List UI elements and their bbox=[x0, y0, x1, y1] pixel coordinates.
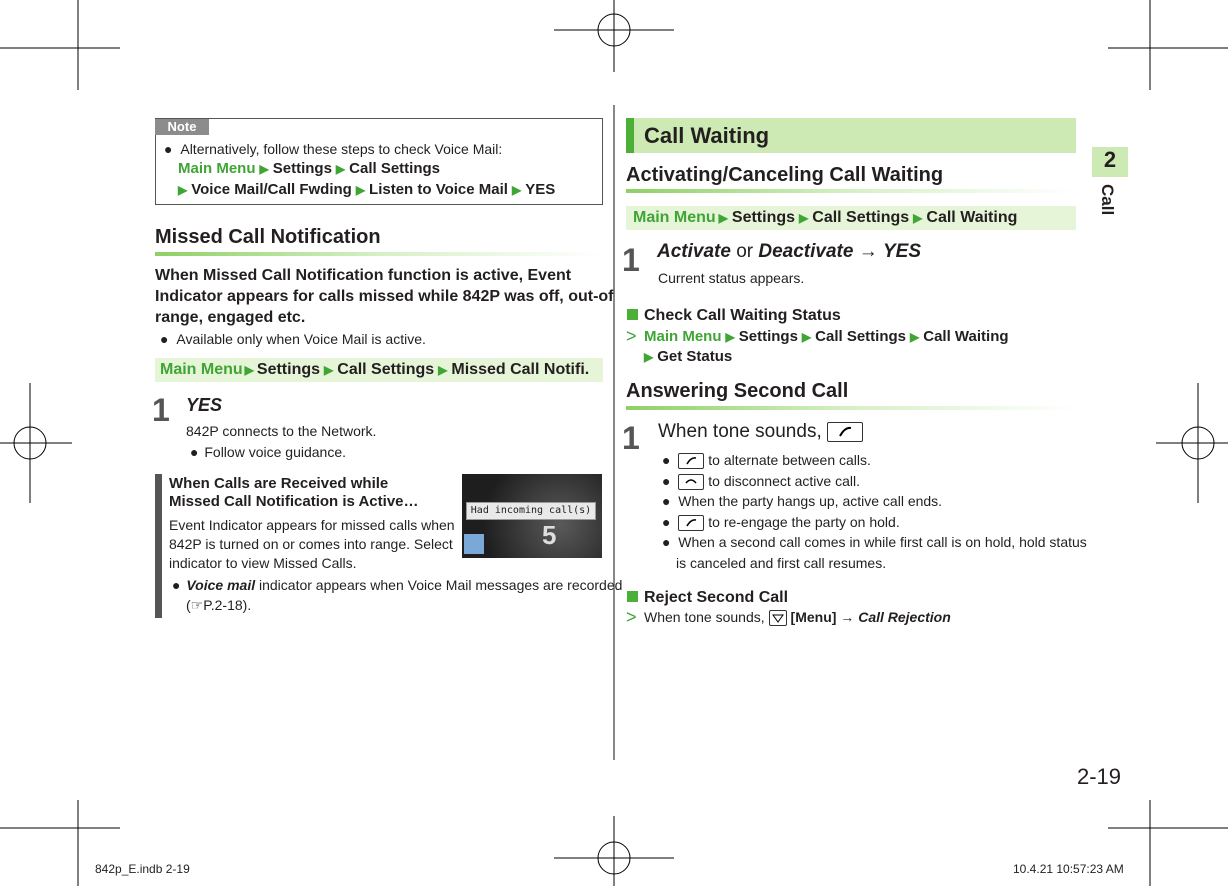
info-title-line: Missed Call Notification is Active… bbox=[169, 493, 419, 510]
gt-icon: > bbox=[626, 607, 637, 627]
missed-bullet: ● Available only when Voice Mail is active. bbox=[160, 331, 426, 347]
reject-menu: [Menu] bbox=[790, 609, 837, 625]
heading-rule bbox=[626, 189, 1076, 193]
missed-title: Missed Call Notification bbox=[155, 226, 381, 248]
bullet-text: to disconnect active call. bbox=[708, 472, 860, 489]
bullet-text: to re-engage the party on hold. bbox=[708, 513, 900, 530]
info-bullet-em: Voice mail bbox=[186, 577, 256, 593]
bullet-item: ● to re-engage the party on hold. bbox=[662, 513, 900, 530]
info-box-text bbox=[169, 516, 455, 573]
bullet-item: ● When the party hangs up, active call ends. bbox=[662, 493, 943, 509]
info-text-line: indicator to view Missed Calls. bbox=[169, 555, 357, 571]
bullet-text: to alternate between calls. bbox=[708, 452, 871, 468]
menu-crumb: Settings bbox=[272, 160, 332, 177]
check-path-2: ▶ Get Status bbox=[644, 348, 733, 365]
event-indicator-icon bbox=[464, 534, 484, 554]
info-ref: (☞P.2-18). bbox=[186, 597, 252, 613]
end-key-icon bbox=[678, 474, 704, 490]
menu-crumb: Call Waiting bbox=[923, 328, 1009, 345]
missed-intro bbox=[155, 265, 614, 328]
check-title-text: Check Call Waiting Status bbox=[644, 307, 841, 324]
menu-crumb: Call Settings bbox=[815, 328, 907, 345]
info-bullet-text: indicator appears when Voice Mail messages are recorded bbox=[255, 577, 623, 593]
menu-crumb: Listen to Voice Mail bbox=[369, 181, 508, 198]
menu-crumb: Call Settings bbox=[337, 361, 435, 378]
step-bullet: ● Follow voice guidance. bbox=[190, 444, 346, 460]
answering-title: Answering Second Call bbox=[626, 380, 849, 402]
reject-arrow: → bbox=[836, 609, 859, 625]
menu-crumb: Settings bbox=[256, 361, 321, 378]
menu-crumb: Main Menu bbox=[160, 361, 243, 378]
chapter-number: 2 bbox=[1103, 147, 1117, 172]
call-key-icon bbox=[827, 422, 863, 442]
bullet-item: ● to alternate between calls. bbox=[662, 452, 871, 468]
note-bullet: ● Alternatively, follow these steps to check Voice Mail: bbox=[164, 141, 503, 157]
menu-key-icon bbox=[769, 610, 787, 626]
menu-crumb: Voice Mail/Call Fwding bbox=[191, 181, 352, 198]
answering-step bbox=[658, 421, 867, 443]
gt-icon: > bbox=[626, 326, 637, 346]
footer-right: 10.4.21 10:57:23 AM bbox=[1013, 862, 1124, 876]
info-text-line: Event Indicator appears for missed calls when bbox=[169, 517, 455, 533]
call-key-icon bbox=[678, 453, 704, 469]
step-text: When tone sounds, bbox=[658, 421, 822, 442]
section-title: Call Waiting bbox=[644, 123, 770, 148]
bullet-continuation: is canceled and first call resumes. bbox=[676, 554, 887, 571]
waiting-title: Activating/Canceling Call Waiting bbox=[626, 164, 944, 186]
page-number: 2-19 bbox=[1077, 764, 1122, 789]
step-option: Activate bbox=[657, 241, 731, 262]
menu-crumb: Main Menu bbox=[633, 209, 716, 226]
bullet-text: When a second call comes in while first call is on hold, hold status bbox=[678, 534, 1087, 550]
footer-left: 842p_E.indb 2-19 bbox=[95, 862, 190, 876]
info-box-title bbox=[169, 475, 419, 511]
reject-title-text: Reject Second Call bbox=[644, 589, 789, 606]
reject-path bbox=[644, 609, 951, 626]
reject-title bbox=[627, 589, 788, 607]
square-icon bbox=[627, 591, 638, 602]
info-text-line: 842P is turned on or comes into range. Select bbox=[169, 536, 453, 552]
intro-line: When Missed Call Notification function is active, Event bbox=[155, 267, 572, 284]
check-title bbox=[627, 307, 841, 325]
call-key-icon bbox=[678, 515, 704, 531]
note-path-1: Main Menu ▶ Settings ▶ Call Settings bbox=[178, 160, 441, 177]
menu-crumb: YES bbox=[525, 181, 556, 198]
step-desc: 842P connects to the Network. bbox=[186, 423, 377, 439]
screen-text: Had incoming call(s) bbox=[466, 502, 596, 520]
step-or: or bbox=[730, 241, 759, 262]
menu-crumb: Settings bbox=[738, 328, 798, 345]
square-icon bbox=[627, 309, 638, 320]
waiting-menu-path: Main Menu ▶ Settings ▶ Call Settings ▶ Call Waiting bbox=[626, 206, 1076, 230]
step-number: 1 bbox=[152, 392, 170, 428]
reject-prefix: When tone sounds, bbox=[644, 609, 765, 625]
heading-rule bbox=[155, 252, 603, 256]
menu-crumb: Missed Call Notifi. bbox=[451, 361, 590, 378]
bullet-text: When the party hangs up, active call ends. bbox=[678, 493, 943, 509]
menu-crumb: Call Settings bbox=[812, 209, 910, 226]
bullet-text: Follow voice guidance. bbox=[204, 444, 346, 460]
step-arrow: → bbox=[853, 241, 883, 262]
step-label: YES bbox=[186, 395, 223, 415]
intro-line: Indicator appears for calls missed while 842P was off, out-of bbox=[155, 288, 614, 305]
intro-line: range, engaged etc. bbox=[155, 309, 306, 326]
phone-screen-image bbox=[462, 474, 602, 558]
info-title-line: When Calls are Received while bbox=[169, 475, 389, 492]
chapter-label: Call bbox=[1098, 184, 1117, 216]
step-option: YES bbox=[883, 241, 922, 262]
menu-crumb: Get Status bbox=[657, 348, 733, 365]
step-number: 1 bbox=[622, 242, 640, 278]
section-header bbox=[626, 118, 1076, 153]
bullet-text: Available only when Voice Mail is active. bbox=[176, 331, 426, 347]
note-tab: Note bbox=[155, 119, 209, 135]
screen-digit-icon: 5 bbox=[542, 520, 557, 550]
menu-crumb: Call Settings bbox=[349, 160, 441, 177]
answering-bullets bbox=[662, 450, 1087, 573]
waiting-step bbox=[657, 241, 921, 263]
info-box-bar bbox=[155, 474, 162, 618]
menu-crumb: Main Menu bbox=[178, 160, 256, 177]
bullet-item: ● When a second call comes in while first call is on hold, hold status bbox=[662, 534, 1087, 550]
step-number: 1 bbox=[622, 420, 640, 456]
missed-menu-path: Main Menu ▶ Settings ▶ Call Settings ▶ Missed Call Notifi. bbox=[155, 358, 603, 382]
note-text: Alternatively, follow these steps to check Voice Mail: bbox=[180, 141, 503, 157]
step-option: Deactivate bbox=[758, 241, 854, 262]
check-path-1: Main Menu ▶ Settings ▶ Call Settings ▶ Call Waiting bbox=[644, 328, 1009, 345]
bullet-item: ● to disconnect active call. bbox=[662, 472, 860, 489]
step-desc: Current status appears. bbox=[658, 270, 805, 286]
info-bullet: ● Voice mail indicator appears when Voice Mail messages are recorded bbox=[172, 577, 623, 593]
menu-crumb: Call Waiting bbox=[926, 209, 1018, 226]
menu-crumb: Settings bbox=[731, 209, 796, 226]
note-path-2: ▶ Voice Mail/Call Fwding ▶ Listen to Voice Mail ▶ YES bbox=[178, 181, 556, 198]
reject-action: Call Rejection bbox=[858, 609, 951, 625]
menu-crumb: Main Menu bbox=[644, 328, 722, 345]
heading-rule bbox=[626, 406, 1076, 410]
